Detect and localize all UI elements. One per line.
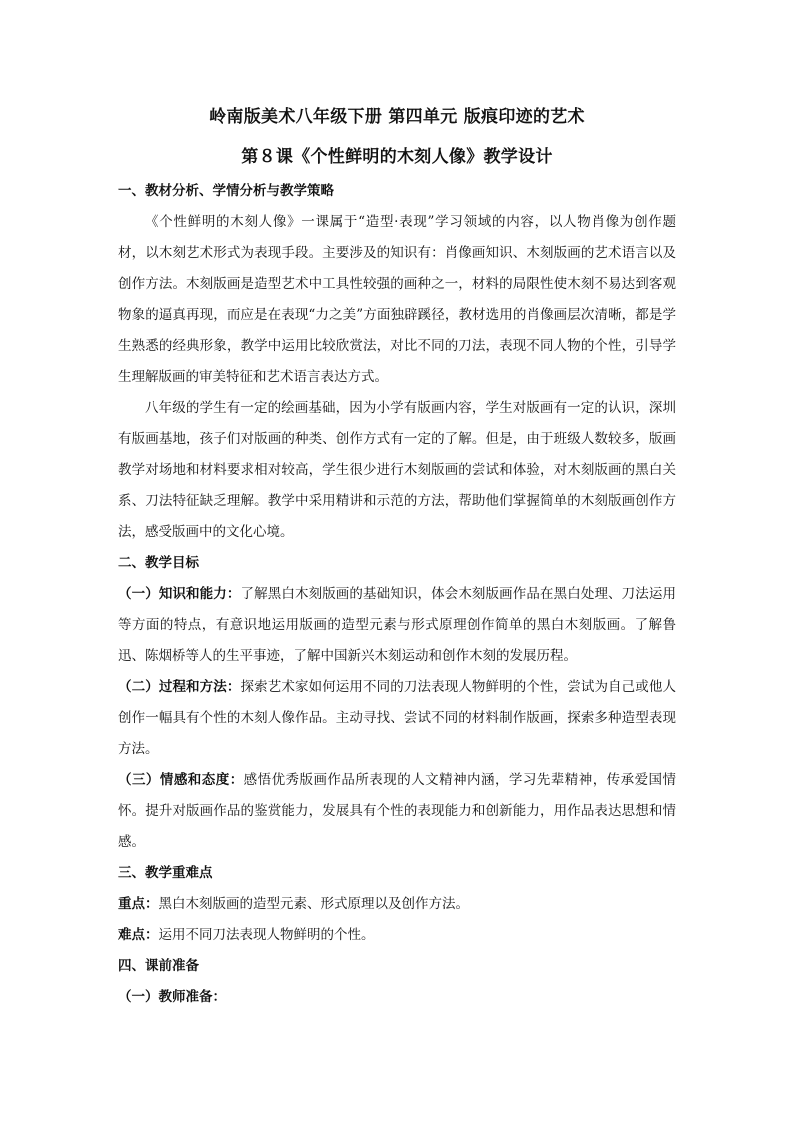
analysis-paragraph-2: 八年级的学生有一定的绘画基础，因为小学有版画内容，学生对版画有一定的认识，深圳有版画基地，孩子们对版画的种类、创作方式有一定的了解。但是，由于班级人数较多，版画教学对场地和材料要求相对较高，学生很少进行木刻版画的尝试和体验，对木刻版画的黑白关系、刀法特征缺乏理解。教学中采用精讲和示范的方法，帮助他们掌握简单的木刻版画创作方法，感受版画中的文化心境。	[118, 400, 676, 540]
goal-emotion-label: （三）情感和态度：	[118, 772, 244, 788]
goal-emotion	[118, 765, 676, 858]
goal-knowledge-label: （一）知识和能力：	[118, 586, 241, 602]
difficult-point	[118, 920, 676, 951]
analysis-paragraph-1: 《个性鲜明的木刻人像》一课属于“造型·表现”学习领域的内容，以人物肖像为创作题材，以木刻艺术形式为表现手段。主要涉及的知识有：肖像画知识、木刻版画的艺术语言以及创作方法。木刻版画是造型艺术中工具性较强的画种之一，材料的局限性使木刻不易达到客观物象的逼真再现，而应是在表现“力之美”方面独辟蹊径，教材选用的肖像画层次清晰，都是学生熟悉的经典形象，教学中运用比较欣赏法，对比不同的刀法，表现不同人物的个性，引导学生理解版画的审美特征和艺术语言表达方式。	[118, 214, 676, 385]
section-heading-preparation: 四、课前准备	[118, 958, 199, 974]
goal-knowledge-text: 了解黑白木刻版画的基础知识，体会木刻版画作品在黑白处理、刀法运用等方面的特点，有意识地运用版画的造型元素与形式原理创作简单的黑白木刻版画。了解鲁迅、陈烟桥等人的生平事迹，了解中国新兴木刻运动和创作木刻的发展历程。	[118, 586, 677, 664]
difficult-point-label: 难点：	[118, 927, 159, 943]
document-title: 岭南版美术八年级下册 第四单元 版痕印迹的艺术	[209, 107, 585, 127]
key-point-label: 重点：	[118, 896, 159, 912]
goal-process-label: （二）过程和方法：	[118, 679, 241, 695]
goal-knowledge	[118, 579, 676, 672]
document-body	[118, 104, 676, 1013]
lesson-title: 第８课《个性鲜明的木刻人像》教学设计	[241, 147, 553, 167]
key-point-text: 黑白木刻版画的造型元素、形式原理以及创作方法。	[158, 896, 469, 912]
key-point	[118, 889, 676, 920]
section-heading-analysis: 一、教材分析、学情分析与教学策略	[118, 183, 334, 199]
section-heading-key-points: 三、教学重难点	[118, 865, 213, 881]
difficult-point-text: 运用不同刀法表现人物鲜明的个性。	[158, 927, 375, 943]
teacher-preparation	[118, 982, 676, 1013]
section-heading-goals: 二、教学目标	[118, 555, 199, 571]
goal-emotion-text: 感悟优秀版画作品所表现的人文精神内涵，学习先辈精神，传承爱国情怀。提升对版画作品的鉴赏能力，发展具有个性的表现能力和创新能力，用作品表达思想和情感。	[118, 772, 677, 850]
teacher-preparation-label: （一）教师准备：	[118, 989, 226, 1005]
goal-process-text: 探索艺术家如何运用不同的刀法表现人物鲜明的个性，尝试为自己或他人创作一幅具有个性的木刻人像作品。主动寻找、尝试不同的材料制作版画，探索多种造型表现方法。	[118, 679, 677, 757]
goal-process	[118, 672, 676, 765]
